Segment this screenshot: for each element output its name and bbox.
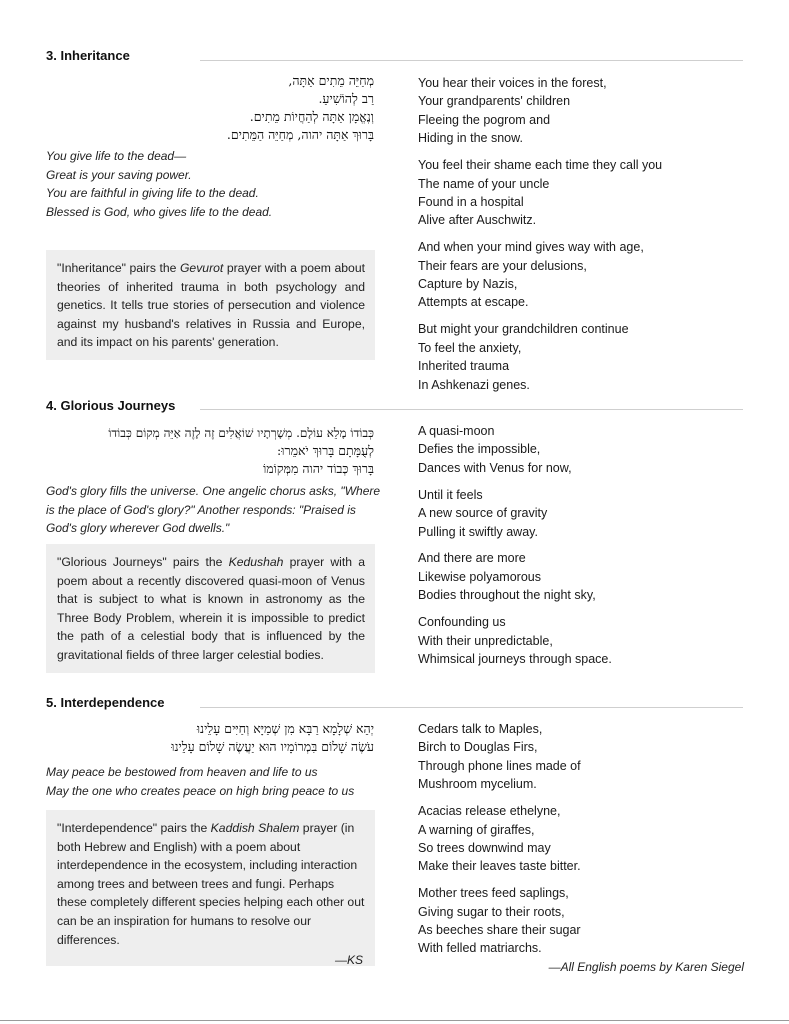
poem-line: And when your mind gives way with age, — [418, 240, 644, 255]
poem-line: Pulling it swiftly away. — [418, 524, 538, 539]
commentary-text: prayer (in both Hebrew and English) with a poem about interdependence in the ecosystem, including interaction among trees and between trees and fungi. Perhaps these completely different species helping each other out can be an inspiration for humans to resolve our differences. — [57, 821, 365, 947]
stanza — [418, 884, 581, 958]
poem-line: The name of your uncle — [418, 176, 550, 191]
poem-line: Birch to Douglas Firs, — [418, 740, 538, 755]
commentary-text: prayer with a poem about a recently discovered quasi-moon of Venus that is subject to what is known in astronomy as the Three Body Problem, wherein it is impossible to predict the path of a celestial body that is influenced by the gravitational fields of three larger celestial bodies. — [57, 555, 366, 662]
commentary-credit: —KS — [334, 953, 363, 968]
poem-line: With felled matriarchs. — [418, 941, 542, 956]
translation-line: May peace be bestowed from heaven and life to us — [46, 765, 318, 779]
poem-line: So trees downwind may — [418, 840, 551, 855]
stanza — [418, 549, 612, 604]
poem-line: A warning of giraffes, — [418, 822, 535, 837]
english-translation — [46, 147, 272, 221]
stanza — [418, 720, 581, 794]
stanza — [418, 613, 612, 668]
poem-line: Fleeing the pogrom and — [418, 112, 551, 127]
hebrew-prayer — [46, 72, 374, 144]
poems-credit: —All English poems by Karen Siegel — [548, 960, 744, 974]
hebrew-line: עֹשֶׂה שָׁלוֹם בִּמְרוֹמָיו הוּא יַעֲשֶׂה שָׁלוֹם עָלֵינוּ — [171, 739, 374, 754]
translation-line: is the place of God's glory?" Another responds: "Praised is — [46, 502, 356, 517]
poem-line: Mushroom mycelium. — [418, 777, 537, 792]
poem-line: Until it feels — [418, 487, 483, 502]
prayer-name: Kaddish Shalem — [210, 821, 300, 835]
hebrew-line: רַב לְהוֹשִׁיעַ. — [318, 91, 374, 106]
section-divider — [200, 60, 743, 61]
poem-line: You hear their voices in the forest, — [418, 76, 607, 90]
poem-line: Found in a hospital — [418, 194, 524, 209]
prayer-name: Gevurot — [179, 261, 224, 275]
stanza — [418, 802, 581, 876]
hebrew-line: בָּרוּךְ אַתָּה יהוה, מְחַיֵּה הַמֵּתִים. — [226, 127, 374, 142]
hebrew-line: יְהֵא שְׁלָמָא רַבָּא מִן שְׁמַיָּא וְחַיִּים עָלֵינוּ — [196, 721, 374, 736]
poem-line: Capture by Nazis, — [418, 277, 518, 292]
hebrew-line: לְעֻמָּתָם בָּרוּךְ יֹאמֵרוּ: — [277, 443, 374, 458]
poem-line: You feel their shame each time they call you — [418, 158, 663, 173]
commentary-text: prayer with a poem about theories of inherited trauma in both psychology and genetics. It tells true stories of persecution and violence against my husband's relatives in Russia and Europe, and its impact on his parents' generation. — [57, 261, 365, 350]
hebrew-line: כְּבוֹדוֹ מָלֵא עוֹלָם. מְשָׁרְתָיו שׁוֹאֲלִים זֶה לָזֶה אַיֵּה מְקוֹם כְּבוֹדוֹ — [108, 426, 374, 440]
commentary-box — [46, 810, 375, 966]
commentary-text: "Glorious Journeys" pairs the — [57, 555, 229, 569]
poem-line: But might your grandchildren continue — [418, 322, 629, 337]
stanza — [418, 74, 662, 148]
hebrew-line: וְנֶאֱמָן אַתָּה לְהַחֲיוֹת מֵתִים. — [249, 109, 374, 124]
poem-line: With their unpredictable, — [418, 633, 553, 648]
translation-line: You give life to the dead— — [46, 149, 187, 163]
stanza — [418, 320, 662, 394]
poem-line: A new source of gravity — [418, 506, 548, 521]
poem-line: Whimsical journeys through space. — [418, 651, 612, 666]
poem-line: As beeches share their sugar — [418, 923, 581, 938]
poem-line: Hiding in the snow. — [418, 131, 523, 146]
commentary-box — [46, 250, 375, 360]
commentary-text: "Interdependence" pairs the — [57, 821, 211, 835]
poem-line: A quasi-moon — [418, 424, 495, 438]
section-heading: 4. Glorious Journeys — [46, 398, 176, 413]
poem-line: And there are more — [418, 551, 526, 566]
poem-line: Attempts at escape. — [418, 295, 529, 310]
poem-line: Make their leaves taste bitter. — [418, 859, 581, 874]
poem-line: Inherited trauma — [418, 359, 510, 374]
translation-line: May the one who creates peace on high bring peace to us — [46, 783, 355, 798]
translation-line: Great is your saving power. — [46, 167, 192, 182]
poem-line: Bodies throughout the night sky, — [418, 588, 596, 603]
stanza — [418, 238, 662, 312]
poem-line: Alive after Auschwitz. — [418, 213, 537, 228]
translation-line: You are faithful in giving life to the dead. — [46, 186, 259, 200]
poem-line: Dances with Venus for now, — [418, 460, 572, 475]
poem — [418, 720, 581, 966]
poem-line: Mother trees feed saplings, — [418, 886, 569, 901]
commentary-text: "Inheritance" pairs the — [57, 261, 180, 275]
poem-line: Confounding us — [418, 615, 506, 630]
section-divider — [200, 707, 743, 708]
stanza — [418, 422, 612, 477]
translation-line: God's glory fills the universe. One angelic chorus asks, "Where — [46, 484, 381, 498]
stanza — [418, 156, 662, 230]
commentary-box — [46, 544, 375, 673]
translation-line: Blessed is God, who gives life to the dead. — [46, 204, 273, 219]
poem — [418, 422, 612, 677]
hebrew-prayer — [46, 424, 374, 478]
hebrew-prayer — [46, 720, 374, 756]
poem-line: Defies the impossible, — [418, 442, 541, 457]
poem-line: Your grandparents' children — [418, 94, 571, 109]
stanza — [418, 486, 612, 541]
prayer-name: Kedushah — [228, 555, 284, 569]
poem-line: To feel the anxiety, — [418, 340, 522, 355]
poem-line: Cedars talk to Maples, — [418, 722, 543, 736]
page-bottom-border — [0, 1020, 789, 1021]
poem-line: Likewise polyamorous — [418, 569, 541, 584]
poem-line: Through phone lines made of — [418, 758, 581, 773]
english-translation — [46, 763, 354, 800]
hebrew-line: בָּרוּךְ כְּבוֹד יהוה מִמְּקוֹמוֹ — [263, 461, 374, 476]
poem — [418, 74, 662, 403]
translation-line: God's glory wherever God dwells." — [46, 521, 230, 535]
poem-line: In Ashkenazi genes. — [418, 377, 530, 392]
poem-line: Giving sugar to their roots, — [418, 904, 565, 919]
hebrew-line: מְחַיֵּה מֵתִים אַתָּה, — [288, 73, 374, 88]
poem-line: Acacias release ethelyne, — [418, 804, 561, 819]
poem-line: Their fears are your delusions, — [418, 258, 587, 273]
english-translation — [46, 482, 380, 538]
section-heading: 3. Inheritance — [46, 48, 130, 63]
section-heading: 5. Interdependence — [46, 695, 165, 710]
section-divider — [200, 409, 743, 410]
